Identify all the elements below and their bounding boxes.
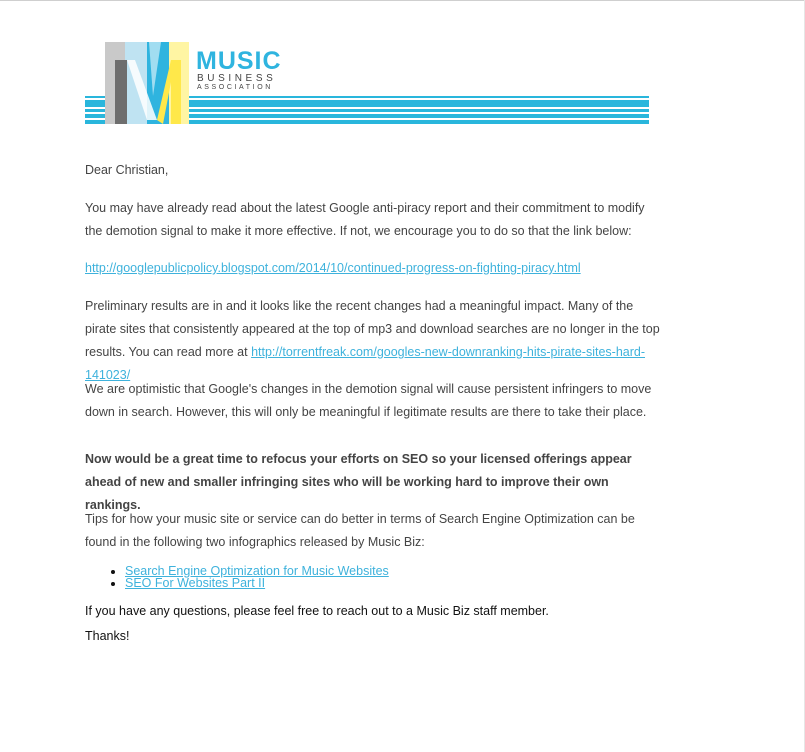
logo-word-music: MUSIC: [196, 47, 282, 75]
paragraph-questions: If you have any questions, please feel free to reach out to a Music Biz staff member.: [85, 604, 549, 618]
google-policy-link[interactable]: http://googlepublicpolicy.blogspot.com/2014/10/continued-progress-on-fighting-piracy.html: [85, 261, 581, 275]
paragraph-google-report: You may have already read about the latest Google anti-piracy report and their commitment to modify the demotion signal to make it more effective. If not, we encourage you to do so that the link below:: [85, 201, 645, 238]
link-paragraph: [85, 257, 581, 280]
infographic-list: [109, 565, 389, 589]
email-header: [85, 40, 649, 124]
paragraph-tips: Tips for how your music site or service can do better in terms of Search Engine Optimization can be found in the following two infographics released by Music Biz:: [85, 512, 635, 549]
seo-part-two-link[interactable]: SEO For Websites Part II: [125, 576, 266, 590]
logo-word-association: ASSOCIATION: [197, 84, 273, 91]
list-item: [125, 577, 389, 589]
music-biz-logo-mark: [105, 42, 189, 124]
torrentfreak-link[interactable]: http://torrentfreak.com/googles-new-downranking-hits-pirate-sites-hard-141023/: [85, 345, 645, 382]
paragraph-seo-callout: Now would be a great time to refocus your efforts on SEO so your licensed offerings appear ahead of new and smaller infringing sites who will be working hard to improve their own rankings.: [85, 452, 632, 512]
paragraph-preliminary-results: [85, 295, 665, 387]
paragraph-optimistic: We are optimistic that Google's changes in the demotion signal will cause persistent infringers to move down in search. However, this will only be meaningful if legitimate results are there to take their place.: [85, 382, 652, 419]
preliminary-results-text: Preliminary results are in and it looks like the recent changes had a meaningful impact. Many of the pirate sites that consistently appeared at the top of mp3 and download searches are no longer in the top results. You can read more at: [85, 299, 660, 359]
seo-music-websites-link[interactable]: Search Engine Optimization for Music Websites: [125, 564, 389, 578]
greeting: Dear Christian,: [85, 163, 169, 177]
logo-word-business: BUSINESS: [197, 73, 277, 84]
closing: Thanks!: [85, 629, 130, 643]
logo-wordmark: [196, 49, 282, 92]
top-border: [0, 0, 805, 1]
